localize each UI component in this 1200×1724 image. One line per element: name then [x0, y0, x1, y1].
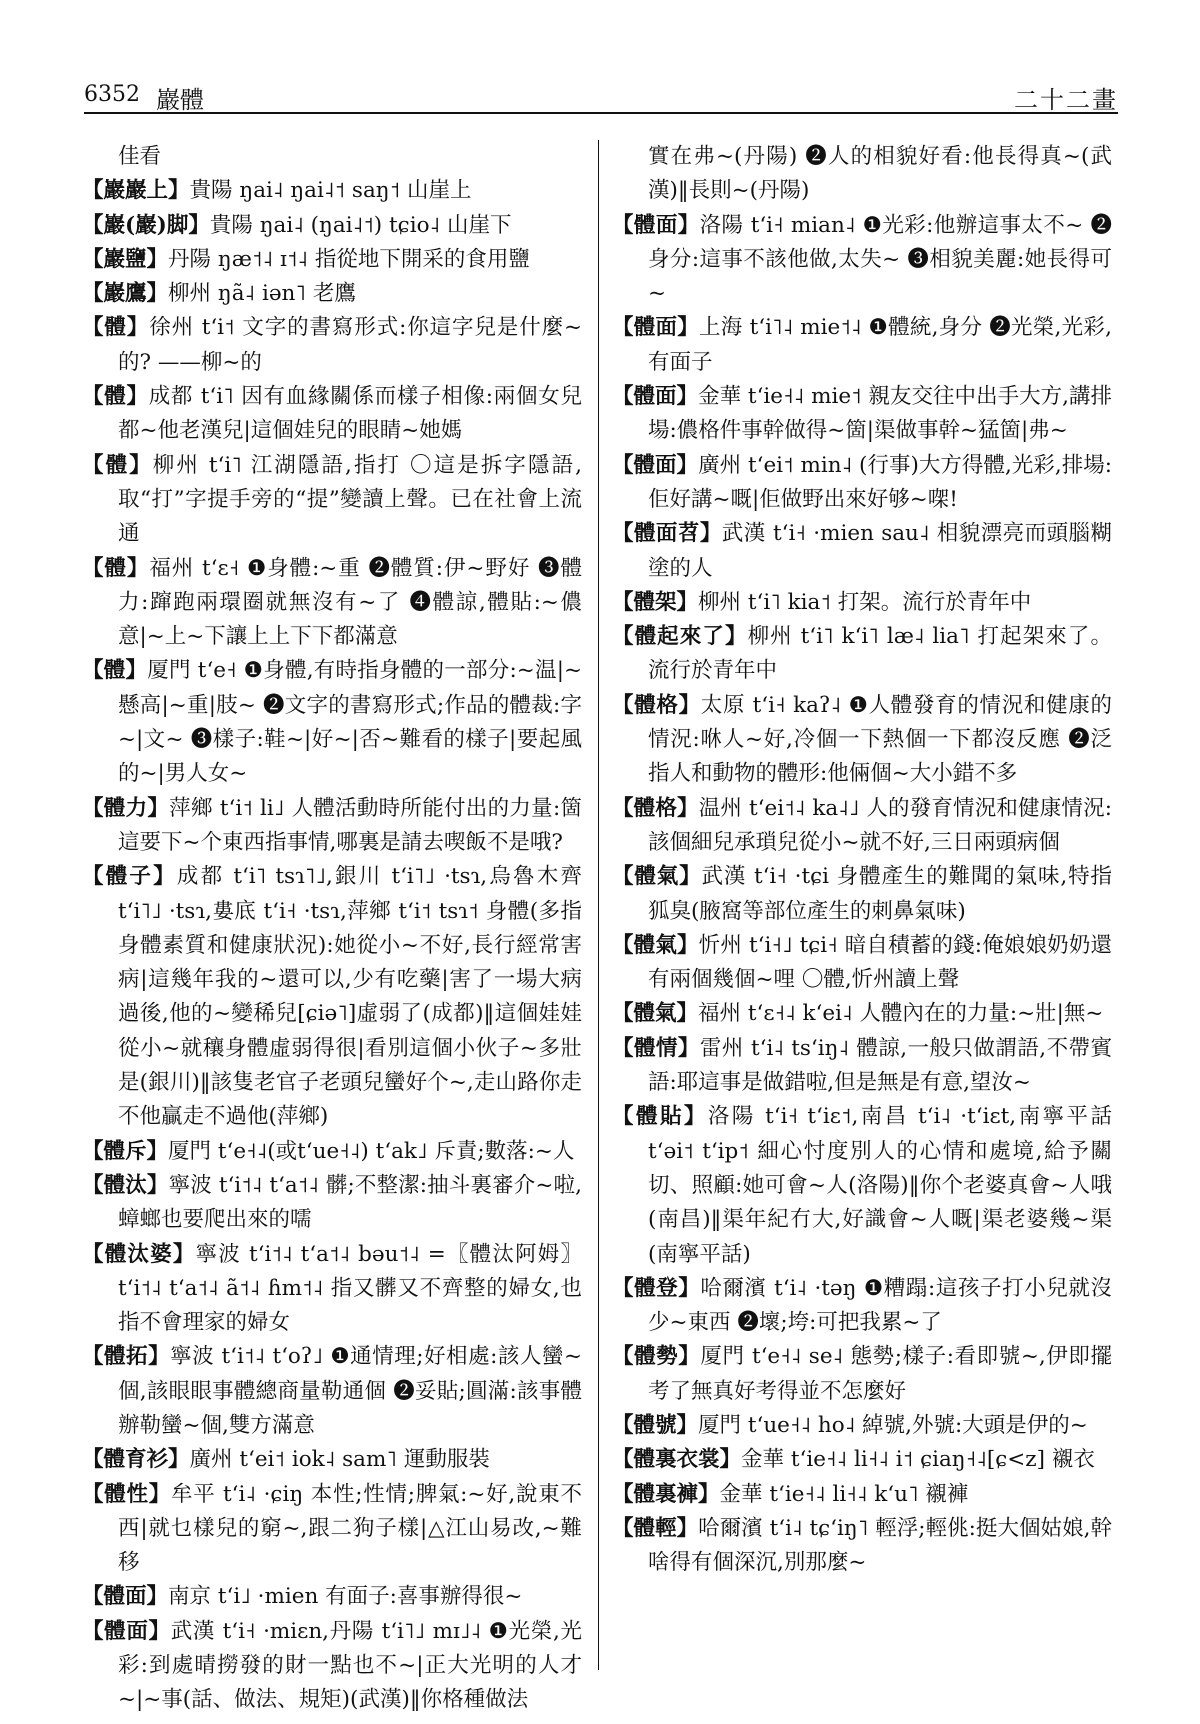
dictionary-entry	[612, 1443, 1112, 1477]
entry-definition: 柳州 t‘i˥ k‘i˥ læ˨ lia˥ 打起架來了。流行於青年中	[648, 624, 1112, 684]
entry-definition: 厦門 t‘e˧ ❶身體,有時指身體的一部分:~温|~懸高|~重|肢~ ❷文字的書寫形式;作品的體裁:字~|文~ ❸樣子:鞋~|好~|否~難看的樣子|要起風的~|男人女~	[118, 658, 582, 787]
stroke-section-label: 二十二畫	[1014, 86, 1118, 114]
entry-headword: 【體育衫】	[82, 1447, 190, 1473]
dictionary-entry	[82, 380, 582, 449]
entry-headword: 【體登】	[612, 1275, 701, 1301]
dictionary-entry	[82, 1478, 582, 1581]
dictionary-entry	[612, 860, 1112, 929]
dictionary-entry	[612, 620, 1112, 689]
entry-definition: 佳看	[118, 144, 162, 169]
entry-definition: 哈爾濱 t‘i˨ ·təŋ ❶糟蹋:這孩子打小兒就沒少~東西 ❷壞;垮:可把我累~了	[648, 1275, 1112, 1336]
page-header	[84, 78, 1118, 114]
entry-headword: 【體力】	[82, 795, 170, 821]
entry-headword: 【體】	[82, 452, 153, 478]
entry-headword: 【體子】	[82, 864, 177, 890]
entry-definition: 成都 t‘i˥ 因有血緣關係而樣子相像:兩個女兒都~他老漢兒|這個娃兒的眼睛~她媽	[118, 384, 582, 444]
entry-definition: 寧波 t‘i˦˨ t‘a˦˨ 髒;不整潔:抽斗裏審介~啦,蟑螂也要爬出來的嚅	[118, 1172, 582, 1233]
entry-definition: 柳州 ŋã˨ iən˥ 老鷹	[168, 281, 356, 307]
entry-headword: 【巖鹽】	[82, 246, 169, 272]
entry-definition: 洛陽 t‘i˧ t‘iɛ˦,南昌 t‘i˨ ·t‘iɛt,南寧平話 t‘əi˦ t‘ip˦ 細心忖度別人的心情和處境,給予關切、照顧:她可會~人(洛陽)‖你个老婆真會~人哦(南昌)‖渠年紀冇大,好識會~人嘅|渠老婆幾~渠(南寧平話)	[648, 1104, 1112, 1267]
header-rule	[84, 112, 1118, 114]
dictionary-entry	[612, 1478, 1112, 1512]
dictionary-entry	[612, 997, 1112, 1031]
entry-headword: 【體格】	[612, 692, 701, 718]
page-number: 6352	[84, 82, 140, 107]
dictionary-entry	[82, 1238, 582, 1341]
entry-definition: 福州 t‘ɛ˧˨ k‘ei˨ 人體內在的力量:~壯|無~	[698, 1001, 1104, 1027]
entry-definition: 上海 t‘i˥˨ mie˦˨ ❶體統,身分 ❷光榮,光彩,有面子	[648, 315, 1112, 375]
entry-definition: 丹陽 ŋæ˦˨ ɪ˦˨ 指從地下開采的食用鹽	[168, 246, 530, 272]
entry-headword: 【體氣】	[612, 932, 699, 958]
entry-headword: 【體】	[82, 315, 150, 341]
entry-definition: 哈爾濱 t‘i˨ tɕ‘iŋ˥ 輕浮;輕佻:挺大個姑娘,幹啥得有個深沉,別那麼~	[648, 1515, 1112, 1576]
right-column	[612, 140, 1112, 1580]
entry-definition: 實在弗~(丹陽) ❷人的相貌好看:他長得真~(武漢)‖長則~(丹陽)	[648, 144, 1112, 204]
entry-headword: 【體面】	[612, 315, 700, 341]
dictionary-entry	[612, 929, 1112, 998]
entry-headword: 【體架】	[612, 589, 699, 615]
dictionary-entry	[612, 586, 1112, 620]
entry-headword: 【體勢】	[612, 1344, 701, 1370]
entry-definition: 太原 t‘i˧ kaʔ˨ ❶人體發育的情況和健康的情況:咻人~好,冷個一下熱個一下都沒反應 ❷泛指人和動物的體形:他倆個~大小錯不多	[648, 692, 1112, 787]
entry-headword: 【體面】	[612, 452, 699, 478]
dictionary-entry	[612, 449, 1112, 518]
dictionary-entry	[612, 140, 1112, 209]
entry-headword: 【巖(巖)脚】	[82, 212, 210, 238]
entry-definition: 金華 t‘ie˧˨ mie˦ 親友交往中出手大方,講排場:儂格件事幹做得~箇|渠做事幹~猛箇|弗~	[648, 384, 1112, 444]
dictionary-entry	[82, 552, 582, 655]
dictionary-entry	[82, 1169, 582, 1238]
entry-definition: 牟平 t‘i˨ ·ɕiŋ 本性;性情;脾氣:~好,說東不西|就乜樣兒的窮~,跟二狗子樣|△江山易改,~難移	[118, 1481, 582, 1576]
entry-headword: 【體裏褲】	[612, 1481, 720, 1507]
entry-definition: 厦門 t‘e˧˨ se˨ 態勢;樣子:看即號~,伊即擺考了無真好考得並不怎麼好	[648, 1344, 1112, 1404]
dictionary-entry	[612, 1100, 1112, 1271]
dictionary-entry	[82, 140, 582, 174]
dictionary-entry	[612, 1512, 1112, 1581]
entry-headword: 【體格】	[612, 795, 699, 821]
entry-headword: 【體面】	[82, 1584, 169, 1610]
entry-headword: 【體面】	[612, 384, 699, 410]
entry-definition: 厦門 t‘e˧˨(或t‘ue˧˨) t‘ak˩ 斥責;數落:~人	[168, 1138, 575, 1164]
entry-definition: 柳州 t‘i˥ kia˦ 打架。流行於青年中	[698, 589, 1032, 615]
entry-definition: 徐州 t‘i˦ 文字的書寫形式:你這字兒是什麼~的? ——柳~的	[118, 315, 582, 375]
dictionary-entry	[82, 243, 582, 277]
entry-headword: 【體性】	[82, 1481, 171, 1507]
dictionary-entry	[82, 654, 582, 791]
dictionary-entry	[612, 1272, 1112, 1341]
dictionary-entry	[612, 380, 1112, 449]
page-title: 巖體	[156, 86, 204, 114]
dictionary-entry	[612, 689, 1112, 792]
dictionary-entry	[82, 1443, 582, 1477]
entry-headword: 【體情】	[612, 1035, 700, 1061]
dictionary-entry	[612, 1409, 1112, 1443]
entry-headword: 【巖巖上】	[82, 178, 190, 204]
column-divider	[598, 140, 599, 1670]
entry-definition: 福州 t‘ɛ˧ ❶身體:~重 ❷體質:伊~野好 ❸體力:蹿跑兩環圈就無沒有~了 ❹體諒,體貼:~儂意|~上~下讓上上下下都滿意	[118, 555, 582, 650]
entry-headword: 【體面】	[612, 212, 700, 238]
dictionary-entry	[82, 311, 582, 380]
entry-definition: 南京 t‘i˩ ·mien 有面子:喜事辦得很~	[168, 1584, 523, 1610]
entry-definition: 寧波 t‘i˦˨ t‘oʔ˩ ❶通情理;好相處:該人蠻~個,該眼眼事體總商量勒通個 ❷妥貼;圓滿:該事體辦勒蠻~個,雙方滿意	[118, 1344, 582, 1438]
entry-definition: 成都 t‘i˥ tsɿ˥˩,銀川 t‘i˥˩ ·tsɿ,烏魯木齊 t‘i˥˩ ·tsɿ,婁底 t‘i˧ ·tsɿ,萍鄉 t‘i˦ tsɿ˦ 身體(多指身體素質和健康狀況):她從小~不好,長行經常害病|這幾年我的~還可以,少有吃藥|害了一場大病過後,他的~變稀兒[ɕiə˥]虛弱了(成都)‖這個娃娃從小~就穰身體虛弱得很|看別這個小伙子~多壯是(銀川)‖該隻老官子老頭兒蠻好个~,走山路你走不他贏走不過他(萍鄉)	[118, 864, 582, 1130]
entry-definition: 洛陽 t‘i˧ mian˨ ❶光彩:他辦這事太不~ ❷身分:這事不該他做,太失~ ❸相貌美麗:她長得可~	[648, 212, 1112, 307]
entry-definition: 貴陽 ŋai˨ (ŋai˨˦) tɕio˨ 山崖下	[209, 212, 512, 238]
entry-headword: 【體汰婆】	[82, 1241, 196, 1267]
entry-definition: 温州 t‘ei˦˨ ka˨˩ 人的發育情況和健康情況:該個細兒承瑣兒從小~就不好,三日兩頭病個	[648, 795, 1112, 855]
entry-headword: 【體氣】	[612, 864, 702, 890]
entry-definition: 廣州 t‘ei˦ min˨ (行事)大方得體,光彩,排場:佢好講~嘅|佢做野出來好够~㗎!	[648, 452, 1112, 512]
entry-definition: 忻州 t‘i˧˩ tɕi˧ 暗自積蓄的錢:俺娘娘奶奶還有兩個幾個~哩 〇體,忻州讀上聲	[648, 932, 1112, 993]
entry-definition: 寧波 t‘i˦˨ t‘a˦˨ bəu˦˨ =〖體汰阿姆〗 t‘i˦˨ t‘a˦˨ ã˦˨ ɦm˦˨ 指又髒又不齊整的婦女,也指不會理家的婦女	[118, 1241, 582, 1336]
entry-definition: 萍鄉 t‘i˦ li˩ 人體活動時所能付出的力量:箇這要下~个東西指事情,哪裏是請去喫飯不是哦?	[118, 795, 582, 855]
entry-definition: 廣州 t‘ei˦ iok˨ sam˥ 運動服裝	[189, 1447, 490, 1473]
dictionary-entry	[82, 209, 582, 243]
dictionary-entry	[82, 1135, 582, 1169]
entry-definition: 武漢 t‘i˧ ·tɕi 身體產生的難聞的氣味,特指狐臭(腋窩等部位產生的刺鼻氣味)	[648, 864, 1112, 924]
entry-headword: 【體】	[82, 555, 150, 581]
entry-headword: 【體拓】	[82, 1344, 171, 1370]
entry-definition: 武漢 t‘i˧ ·mien sau˨ 相貌漂亮而頭腦糊塗的人	[648, 521, 1112, 581]
dictionary-entry	[612, 311, 1112, 380]
entry-headword: 【體面苕】	[612, 521, 722, 547]
entry-definition: 武漢 t‘i˧ ·miɛn,丹陽 t‘i˥˩ mɪ˩˨ ❶光榮,光彩:到處晴撈發的財一點也不~|正大光明的人才~|~事(話、做法、規矩)(武漢)‖你格種做法	[118, 1618, 582, 1713]
dictionary-entry	[82, 1615, 582, 1718]
dictionary-entry	[612, 1032, 1112, 1101]
entry-headword: 【體裏衣裳】	[612, 1447, 742, 1473]
entry-definition: 金華 t‘ie˧˨ li˧˨ k‘u˥ 襯褲	[719, 1481, 969, 1507]
dictionary-entry	[82, 174, 582, 208]
entry-definition: 厦門 t‘ue˧˨ ho˨ 綽號,外號:大頭是伊的~	[698, 1412, 1088, 1438]
entry-headword: 【體斥】	[82, 1138, 169, 1164]
dictionary-entry	[612, 209, 1112, 312]
dictionary-entry	[612, 792, 1112, 861]
entry-headword: 【體】	[82, 658, 148, 684]
dictionary-entry	[82, 792, 582, 861]
entry-headword: 【體輕】	[612, 1515, 699, 1541]
dictionary-entry	[82, 860, 582, 1134]
dictionary-entry	[612, 1340, 1112, 1409]
dictionary-entry	[612, 517, 1112, 586]
entry-headword: 【體】	[82, 384, 149, 410]
entry-headword: 【體汰】	[82, 1172, 169, 1198]
entry-headword: 【體貼】	[612, 1104, 708, 1130]
entry-headword: 【體面】	[82, 1618, 171, 1644]
entry-definition: 金華 t‘ie˧˨ li˧˨ i˦ ɕiaŋ˧˨[ɕ<z] 襯衣	[741, 1447, 1095, 1473]
dictionary-entry	[82, 277, 582, 311]
dictionary-entry	[82, 1580, 582, 1614]
entry-definition: 柳州 t‘i˥ 江湖隱語,指打 〇這是拆字隱語,取“打”字提手旁的“提”變讀上聲。已在社會上流通	[118, 452, 582, 547]
entry-definition: 雷州 t‘i˨ ts‘iŋ˨ 體諒,一般只做謂語,不帶賓語:耶這事是做錯啦,但是無是有意,望汝~	[648, 1035, 1112, 1096]
dictionary-entry	[82, 1340, 582, 1443]
dictionary-entry	[82, 449, 582, 552]
left-column	[82, 140, 582, 1718]
entry-definition: 貴陽 ŋai˨ ŋai˨˦ saŋ˦ 山崖上	[189, 178, 472, 204]
entry-headword: 【體起來了】	[612, 624, 748, 650]
entry-headword: 【巖鷹】	[82, 281, 169, 307]
entry-headword: 【體號】	[612, 1412, 699, 1438]
entry-headword: 【體氣】	[612, 1001, 699, 1027]
